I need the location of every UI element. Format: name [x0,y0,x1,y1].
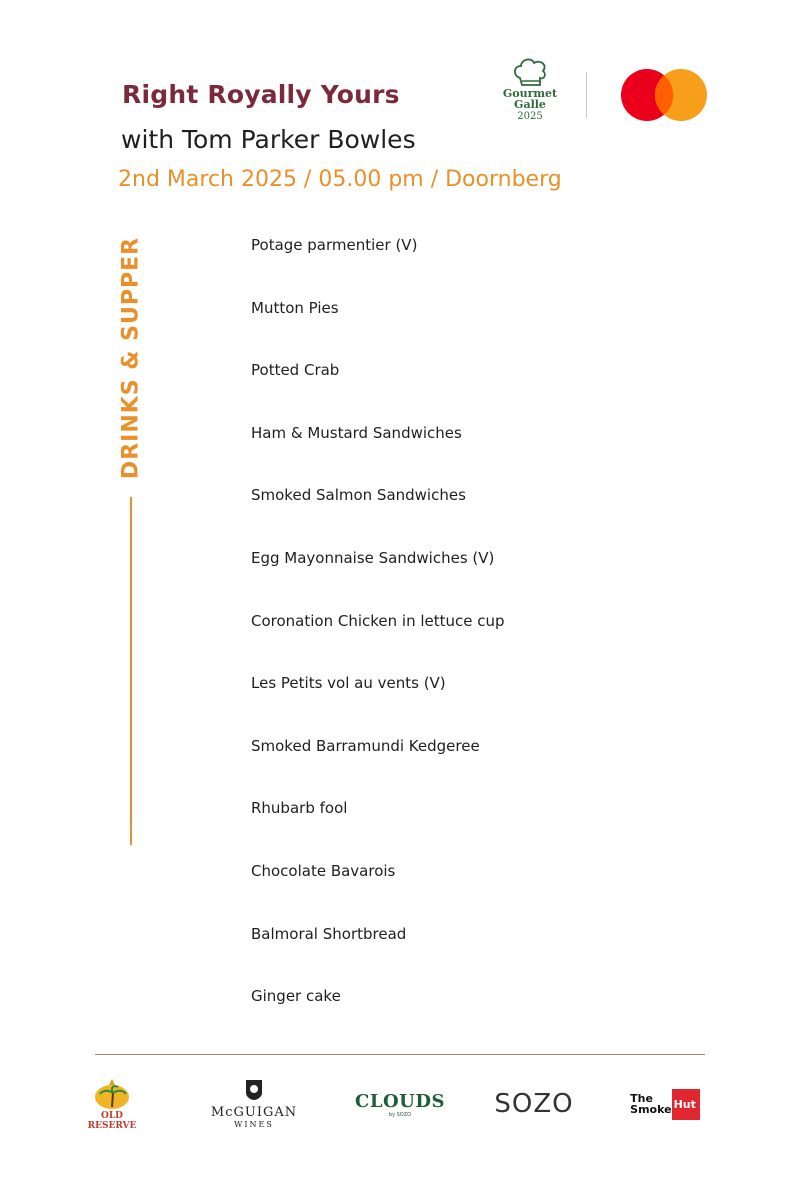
section-label: DRINKS & SUPPER [118,236,144,480]
menu-item: Coronation Chicken in lettuce cup [251,611,505,630]
menu-list [251,235,505,1049]
smokehut-logo [624,1068,706,1140]
menu-item: Smoked Barramundi Kedgeree [251,736,480,755]
sozo-name: SOZO [494,1089,574,1119]
menu-item: Rhubarb fool [251,799,348,818]
menu-item: Smoked Salmon Sandwiches [251,486,466,505]
section-label-container [111,230,151,486]
old-reserve-line1: OLD [101,1111,123,1121]
gourmet-label: Gourmet [502,87,558,100]
logo-divider [586,72,587,118]
smokehut-line1: The [630,1092,653,1105]
menu-item: Ham & Mustard Sandwiches [251,423,462,442]
event-title: Right Royally Yours [122,80,400,109]
mastercard-logo [620,68,708,122]
menu-item: Potage parmentier (V) [251,236,418,254]
menu-item: Ginger cake [251,987,341,1006]
menu-item: Mutton Pies [251,298,339,317]
crest-icon [245,1079,263,1101]
gourmet-galle-logo [500,56,560,138]
event-subtitle: with Tom Parker Bowles [121,125,416,154]
mcguigan-logo [208,1068,300,1140]
palm-tree-icon [92,1077,132,1111]
section-divider-line [130,497,132,845]
clouds-logo [355,1068,445,1140]
gourmet-galle-year: 2025 [517,111,543,122]
old-reserve-line2: RESERVE [87,1121,137,1131]
galle-label: Galle [514,98,546,111]
menu-item: Les Petits vol au vents (V) [251,674,446,693]
clouds-sub: by SOZO [388,1111,412,1118]
menu-item: Balmoral Shortbread [251,924,407,943]
smokehut-badge: Hut [672,1089,700,1120]
sozo-logo [494,1068,574,1140]
mcguigan-name: McGUIGAN [210,1105,298,1120]
clouds-name: CLOUDS [355,1090,445,1112]
smokehut-line2: Smoke [630,1103,672,1116]
chef-hat-icon [510,56,550,88]
menu-item: Potted Crab [251,361,340,380]
mcguigan-sub: WINES [234,1120,274,1129]
footer-divider [95,1054,705,1055]
old-reserve-logo [84,1068,140,1140]
event-date-time-venue: 2nd March 2025 / 05.00 pm / Doornberg [118,167,562,192]
smokehut-text [630,1093,671,1115]
menu-item: Chocolate Bavarois [251,861,396,880]
menu-item: Egg Mayonnaise Sandwiches (V) [251,548,495,567]
